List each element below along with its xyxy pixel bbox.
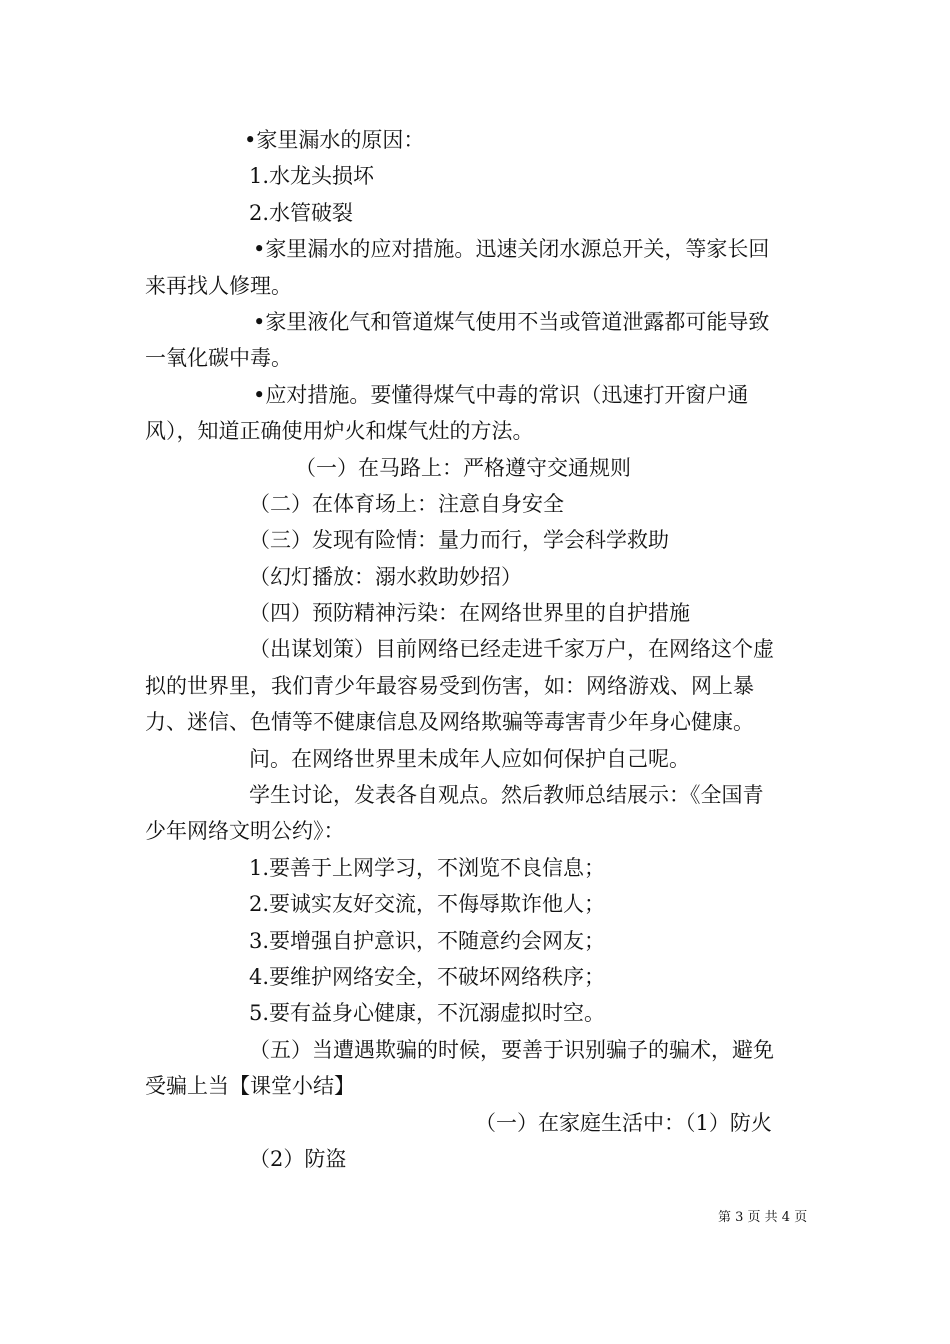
text-line: 一氧化碳中毒。 <box>145 346 292 371</box>
text-line: （二）在体育场上：注意自身安全 <box>249 491 564 516</box>
text-line: 3.要增强自护意识，不随意约会网友； <box>249 928 606 953</box>
text-line: （幻灯播放：溺水救助妙招） <box>249 564 522 589</box>
text-line: （五）当遭遇欺骗的时候，要善于识别骗子的骗术，避免 <box>249 1037 774 1062</box>
text-line: •家里漏水的原因： <box>244 128 425 152</box>
text-line: （一）在马路上：严格遵守交通规则 <box>295 455 631 480</box>
text-line: 风），知道正确使用炉火和煤气灶的方法。 <box>145 419 534 444</box>
page-number-footer: 第 3 页 共 4 页 <box>718 1210 808 1225</box>
text-line: （出谋划策）目前网络已经走进千家万户，在网络这个虚 <box>249 637 774 662</box>
text-line: （三）发现有险情：量力而行，学会科学救助 <box>249 528 669 553</box>
text-line: 学生讨论，发表各自观点。然后教师总结展示：《全国青 <box>249 783 764 808</box>
body-text <box>145 122 815 1177</box>
text-line: •家里漏水的应对措施。迅速关闭水源总开关，等家长回 <box>253 237 770 262</box>
text-line: 拟的世界里，我们青少年最容易受到伤害，如：网络游戏、网上暴 <box>145 673 754 698</box>
text-line: （一）在家庭生活中：（1）防火 <box>475 1110 772 1135</box>
text-line: （2）防盗 <box>249 1146 347 1171</box>
text-line: 力、迷信、色情等不健康信息及网络欺骗等毒害青少年身心健康。 <box>145 710 754 735</box>
text-line: •应对措施。要懂得煤气中毒的常识（迅速打开窗户通 <box>253 382 749 407</box>
text-line: 2.要诚实友好交流，不侮辱欺诈他人； <box>249 892 606 917</box>
text-line: 受骗上当【课堂小结】 <box>145 1074 355 1099</box>
text-line: 1.水龙头损坏 <box>249 164 375 189</box>
text-line: 来再找人修理。 <box>145 273 292 298</box>
text-line: 5.要有益身心健康，不沉溺虚拟时空。 <box>249 1001 606 1026</box>
text-line: （四）预防精神污染：在网络世界里的自护措施 <box>249 601 690 626</box>
text-line: 1.要善于上网学习，不浏览不良信息； <box>249 855 606 880</box>
text-line: 4.要维护网络安全，不破坏网络秩序； <box>249 964 606 989</box>
text-line: 问。在网络世界里未成年人应如何保护自己呢。 <box>249 746 690 771</box>
text-line: •家里液化气和管道煤气使用不当或管道泄露都可能导致 <box>253 309 770 334</box>
text-line: 2.水管破裂 <box>249 200 354 225</box>
text-line: 少年网络文明公约》： <box>145 819 345 844</box>
